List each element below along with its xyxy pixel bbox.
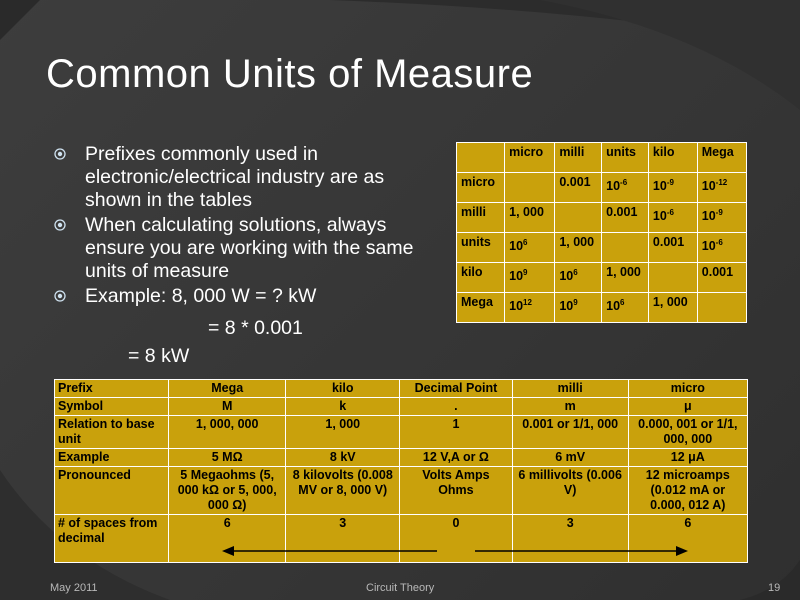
conversion-header-cell (457, 143, 505, 173)
conversion-cell (602, 233, 649, 263)
conversion-cell: 0.001 (648, 233, 697, 263)
prefix-cell: 12 μA (628, 449, 747, 467)
circle-bullet-icon (54, 148, 66, 160)
table-row (457, 173, 747, 203)
conversion-cell: $10^{12}$ (505, 293, 555, 323)
prefix-cell: 1, 000, 000 (169, 416, 286, 449)
conversion-header-row (457, 143, 747, 173)
conversion-header-cell: milli (555, 143, 602, 173)
prefix-cell: M (169, 398, 286, 416)
prefix-cell: 1 (400, 416, 513, 449)
conversion-cell: $10^{-6}$ (602, 173, 649, 203)
prefix-header-cell: kilo (286, 380, 400, 398)
prefix-cell: 1, 000 (286, 416, 400, 449)
conversion-cell: 0.001 (555, 173, 602, 203)
prefix-row-label: Example (55, 449, 169, 467)
conversion-row-label: Mega (457, 293, 505, 323)
prefix-cell: 3 (512, 515, 628, 563)
conversion-header-cell: kilo (648, 143, 697, 173)
conversion-cell: 0.001 (697, 263, 746, 293)
conversion-cell: 1, 000 (505, 203, 555, 233)
table-row (55, 416, 748, 449)
conversion-cell: $10^{-6}$ (697, 233, 746, 263)
prefix-cell: 6 mV (512, 449, 628, 467)
conversion-row-label: kilo (457, 263, 505, 293)
prefix-header-row (55, 380, 748, 398)
conversion-cell: $10^{-9}$ (648, 173, 697, 203)
prefix-cell: 6 millivolts (0.006 V) (512, 467, 628, 515)
table-row (457, 203, 747, 233)
prefix-cell: . (400, 398, 513, 416)
prefix-row-label: Symbol (55, 398, 169, 416)
conversion-cell: $10^6$ (602, 293, 649, 323)
prefix-cell: 8 kV (286, 449, 400, 467)
footer-title: Circuit Theory (366, 582, 435, 594)
table-row (457, 263, 747, 293)
slide-title: Common Units of Measure (46, 52, 534, 96)
prefix-cell: 5 MΩ (169, 449, 286, 467)
table-row (55, 515, 748, 563)
prefix-cell: 3 (286, 515, 400, 563)
bullet-list (54, 143, 434, 310)
conversion-row-label: micro (457, 173, 505, 203)
prefix-header-cell: Mega (169, 380, 286, 398)
prefix-row-label: Pronounced (55, 467, 169, 515)
conversion-cell: $10^{-12}$ (697, 173, 746, 203)
conversion-row-label: milli (457, 203, 505, 233)
conversion-cell: $10^6$ (505, 233, 555, 263)
prefix-header-cell: micro (628, 380, 747, 398)
prefix-cell: 6 (169, 515, 286, 563)
conversion-cell: 1, 000 (555, 233, 602, 263)
conversion-cell: 1, 000 (602, 263, 649, 293)
prefix-row-label: # of spaces from decimal (55, 515, 169, 563)
page-number: 19 (768, 582, 781, 594)
table-row (55, 467, 748, 515)
prefix-cell: Volts Amps Ohms (400, 467, 513, 515)
bullet-text: When calculating solutions, always ensure you are working with the same units of measure (85, 214, 414, 282)
prefix-cell: 0 (400, 515, 513, 563)
conversion-cell (505, 173, 555, 203)
prefix-header-cell: Prefix (55, 380, 169, 398)
calc-line-2: = 8 kW (128, 345, 190, 367)
conversion-row-label: units (457, 233, 505, 263)
table-row (457, 293, 747, 323)
prefix-cell: 5 Megaohms (5, 000 kΩ or 5, 000, 000 Ω) (169, 467, 286, 515)
conversion-cell: $10^{-6}$ (648, 203, 697, 233)
prefix-cell: 12 V,A or Ω (400, 449, 513, 467)
bullet-item (54, 214, 434, 283)
conversion-cell: $10^9$ (505, 263, 555, 293)
table-row (55, 449, 748, 467)
bullet-text: Example: 8, 000 W = ? kW (85, 285, 317, 307)
table-row (55, 398, 748, 416)
prefix-cell: 8 kilovolts (0.008 MV or 8, 000 V) (286, 467, 400, 515)
conversion-table (456, 142, 747, 323)
conversion-header-cell: Mega (697, 143, 746, 173)
prefix-cell: 0.000, 001 or 1/1, 000, 000 (628, 416, 747, 449)
conversion-cell (555, 203, 602, 233)
calc-line-1: = 8 * 0.001 (208, 317, 303, 339)
conversion-cell: 0.001 (602, 203, 649, 233)
conversion-cell: $10^6$ (555, 263, 602, 293)
conversion-cell: $10^{-9}$ (697, 203, 746, 233)
bullet-item (54, 285, 434, 308)
bullet-item (54, 143, 434, 212)
bullet-text: Prefixes commonly used in electronic/electrical industry are as shown in the tables (85, 143, 385, 211)
prefix-cell: m (512, 398, 628, 416)
conversion-header-cell: micro (505, 143, 555, 173)
prefix-cell: 12 microamps (0.012 mA or 0.000, 012 A) (628, 467, 747, 515)
table-row (457, 233, 747, 263)
footer-date: May 2011 (50, 582, 98, 594)
circle-bullet-icon (54, 290, 66, 302)
prefix-cell: k (286, 398, 400, 416)
prefix-cell: μ (628, 398, 747, 416)
prefix-header-cell: milli (512, 380, 628, 398)
prefix-cell: 0.001 or 1/1, 000 (512, 416, 628, 449)
conversion-header-cell: units (602, 143, 649, 173)
conversion-cell (648, 263, 697, 293)
conversion-cell (697, 293, 746, 323)
conversion-cell: 1, 000 (648, 293, 697, 323)
prefix-table (54, 379, 748, 563)
prefix-row-label: Relation to base unit (55, 416, 169, 449)
prefix-cell: 6 (628, 515, 747, 563)
conversion-cell: $10^9$ (555, 293, 602, 323)
prefix-header-cell: Decimal Point (400, 380, 513, 398)
circle-bullet-icon (54, 219, 66, 231)
